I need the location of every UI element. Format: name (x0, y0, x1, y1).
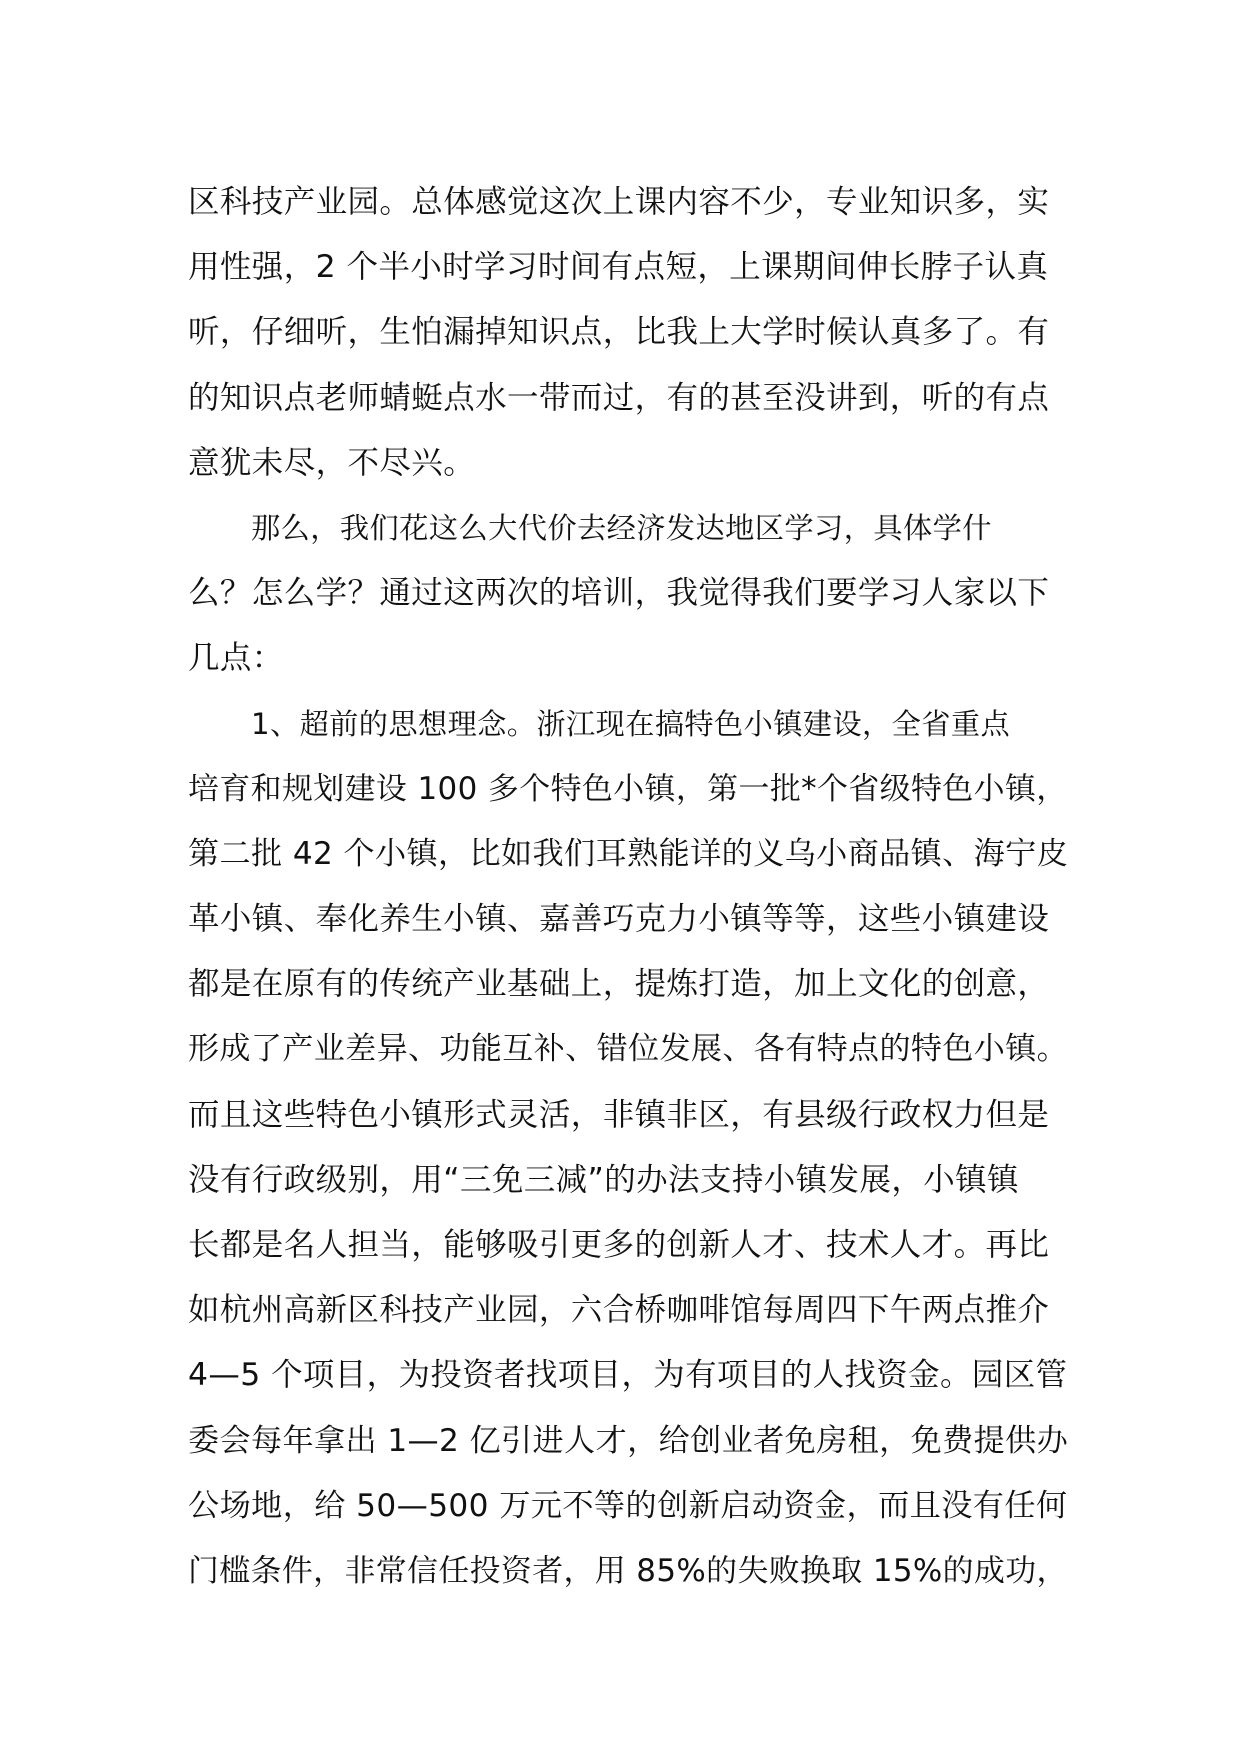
text-line: 的知识点老师蜻蜓点水一带而过，有的甚至没讲到，听的有点 (188, 379, 1050, 416)
text-line: 第二批 42 个小镇，比如我们耳熟能详的义乌小商品镇、海宁皮 (188, 835, 1069, 872)
body-text (188, 170, 1068, 1604)
text-line: 门槛条件，非常信任投资者，用 85%的失败换取 15%的成功， (188, 1552, 1068, 1589)
text-line: 用性强，2 个半小时学习时间有点短，上课期间伸长脖子认真 (188, 249, 1049, 286)
text-line: 委会每年拿出 1—2 亿引进人才，给创业者免房租，免费提供办 (188, 1422, 1069, 1459)
text-line: 那么，我们花这么大代价去经济发达地区学习，具体学什 (251, 510, 992, 545)
text-line: 而且这些特色小镇形式灵活，非镇非区，有县级行政权力但是 (188, 1096, 1050, 1133)
text-line: 几点： (188, 640, 284, 677)
text-line: 4—5 个项目，为投资者找项目，为有项目的人找资金。园区管 (188, 1357, 1068, 1394)
text-line: 没有行政级别，用“三免三减”的办法支持小镇发展，小镇镇 (188, 1161, 1019, 1198)
text-line: 意犹未尽，不尽兴。 (188, 444, 476, 481)
text-line: 长都是名人担当，能够吸引更多的创新人才、技术人才。再比 (188, 1227, 1050, 1263)
text-line: 都是在原有的传统产业基础上，提炼打造，加上文化的创意， (188, 966, 1050, 1003)
text-line: 么？怎么学？通过这两次的培训，我觉得我们要学习人家以下 (188, 575, 1050, 612)
text-line: 区科技产业园。总体感觉这次上课内容不少，专业知识多，实 (188, 184, 1050, 220)
text-line: 培育和规划建设 100 多个特色小镇，第一批*个省级特色小镇， (188, 770, 1068, 807)
text-line: 如杭州高新区科技产业园，六合桥咖啡馆每周四下午两点推介 (188, 1292, 1050, 1329)
text-line: 革小镇、奉化养生小镇、嘉善巧克力小镇等等，这些小镇建设 (188, 901, 1050, 938)
text-line: 形成了产业差异、功能互补、错位发展、各有特点的特色小镇。 (188, 1031, 1069, 1068)
text-line: 1、超前的思想理念。浙江现在搞特色小镇建设，全省重点 (251, 706, 1011, 741)
text-line: 听，仔细听，生怕漏掉知识点，比我上大学时候认真多了。有 (188, 314, 1050, 351)
text-line: 公场地，给 50—500 万元不等的创新启动资金，而且没有任何 (188, 1487, 1068, 1524)
